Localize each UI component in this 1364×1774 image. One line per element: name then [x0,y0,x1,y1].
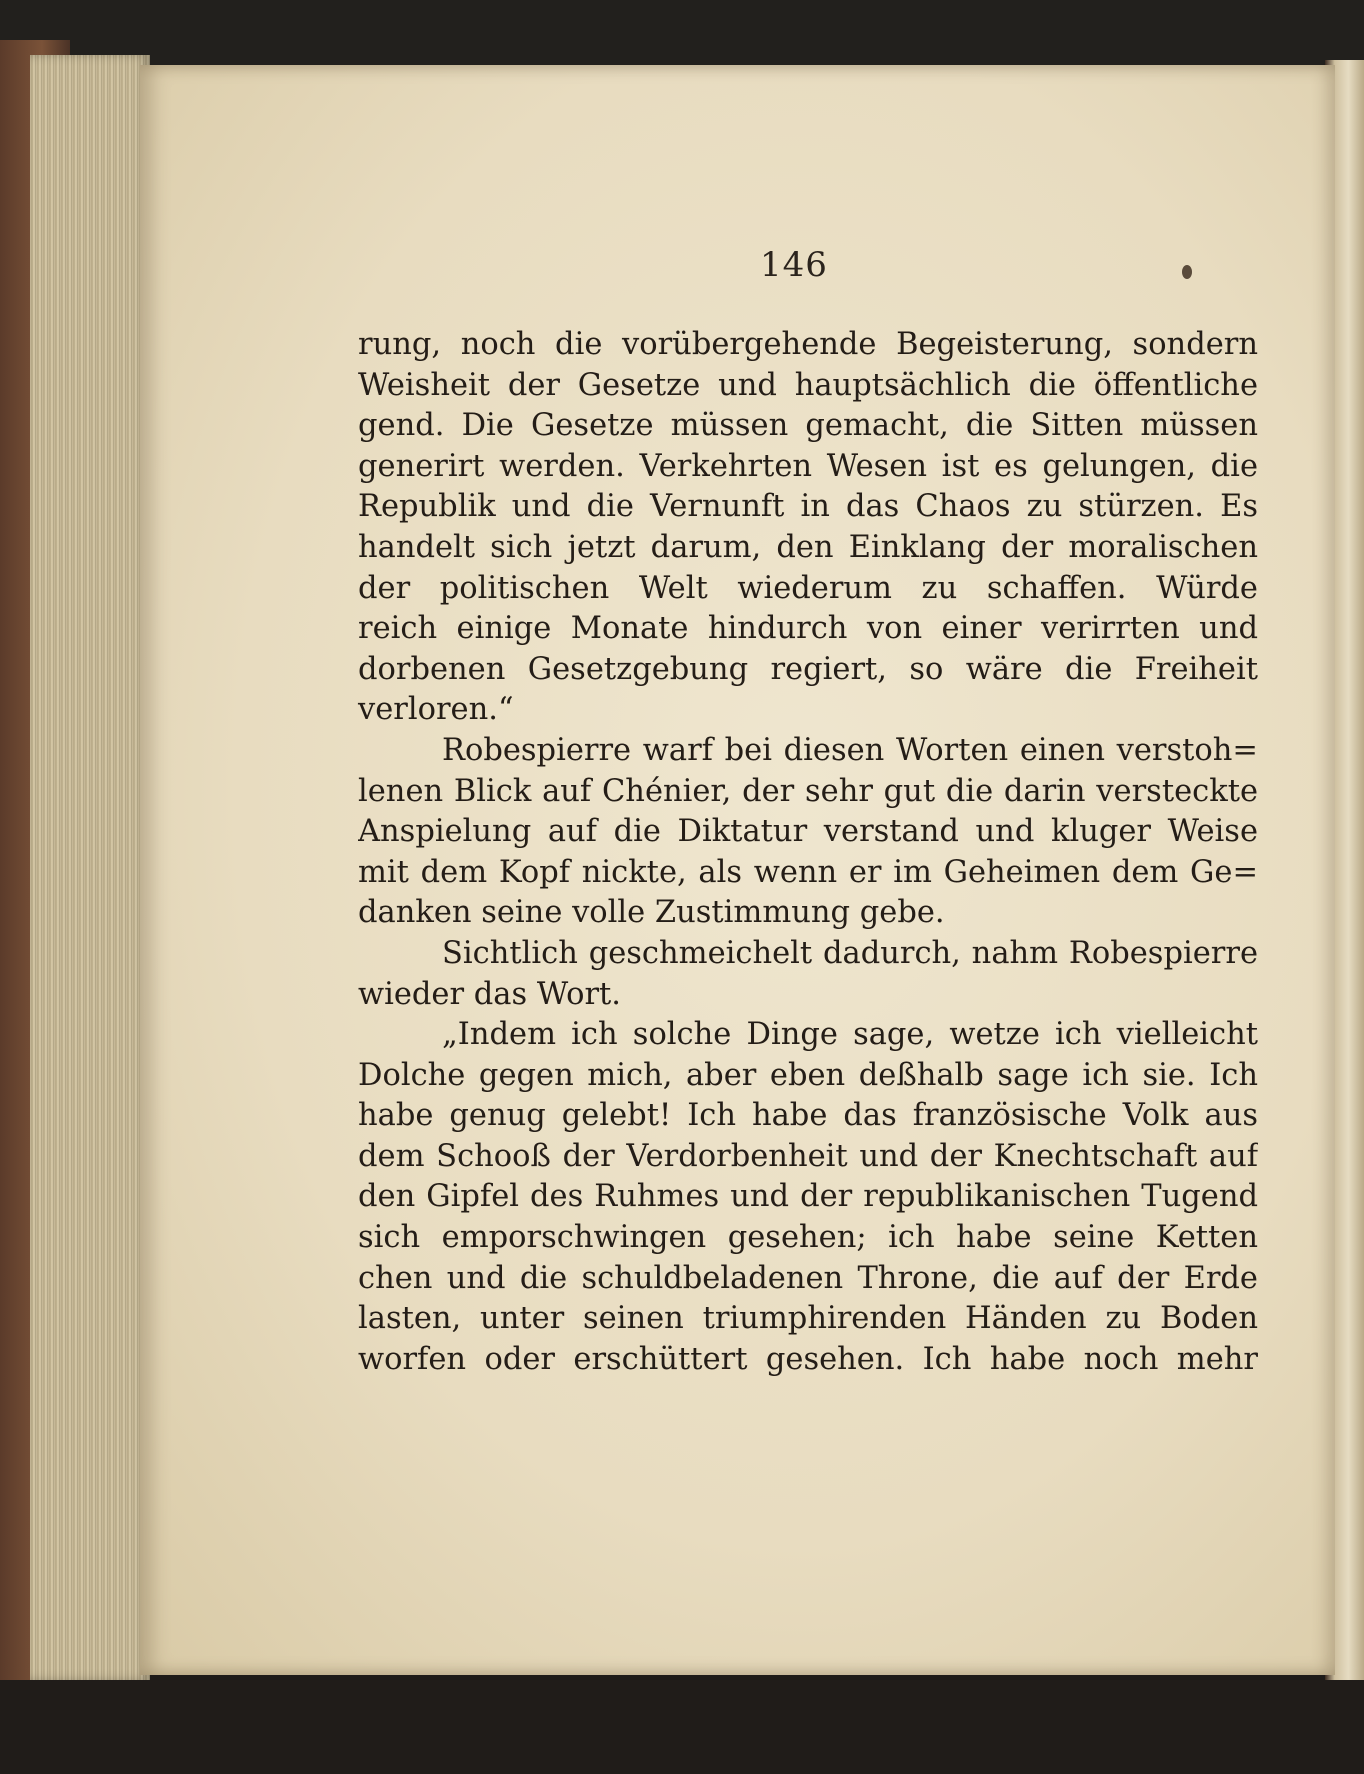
text-line: lenen Blick auf Chénier, der sehr gut die darin versteckte [358,773,1258,809]
text-line: lasten, unter seinen triumphirenden Händen zu Boden [358,1301,1258,1337]
text-line: reich einige Monate hindurch von einer verirrten und [358,611,1258,647]
text-line: Republik und die Vernunft in das Chaos zu stürzen. Es [358,489,1258,525]
text-line: handelt sich jetzt darum, den Einklang der moralischen [358,529,1258,565]
text-line: chen und die schuldbeladenen Throne, die auf der Erde [358,1260,1258,1296]
text-line: sich emporschwingen gesehen; ich habe seine Ketten [358,1220,1258,1256]
text-line: den Gipfel des Ruhmes und der republikanischen Tugend [358,1179,1258,1215]
page-stack-edge [30,55,150,1680]
ink-spot [1182,265,1192,279]
text-line: habe genug gelebt! Ich habe das französische Volk aus [358,1098,1258,1134]
text-line: generirt werden. Verkehrten Wesen ist es gelungen, die [358,448,1258,484]
text-line: mit dem Kopf nickte, als wenn er im Geheimen dem Ge= [358,854,1258,890]
text-line: dorbenen Gesetzgebung regiert, so wäre die Freiheit [358,651,1258,687]
text-line: Weisheit der Gesetze und hauptsächlich die öffentliche [358,367,1258,403]
text-line: gend. Die Gesetze müssen gemacht, die Sitten müssen [358,408,1258,444]
text-line: „Indem ich solche Dinge sage, wetze ich vielleicht [442,1017,1258,1053]
text-line: der politischen Welt wiederum zu schaffen. Würde [358,570,1258,606]
text-line: dem Schooß der Verdorbenheit und der Knechtschaft auf [358,1138,1258,1174]
text-line: Dolche gegen mich, aber eben deßhalb sage ich sie. Ich [358,1057,1258,1093]
text-line: verloren.“ [358,692,514,728]
text-line: rung, noch die vorübergehende Begeisterung, sondern [358,327,1258,362]
text-line: Sichtlich geschmeichelt dadurch, nahm Robespierre [442,935,1258,971]
text-line: danken seine volle Zustimmung gebe. [358,895,945,931]
page-number: 146 [760,245,828,285]
text-line: worfen oder erschüttert gesehen. Ich habe noch mehr [358,1341,1258,1377]
text-line: Robespierre warf bei diesen Worten einen verstoh= [442,732,1258,768]
background-bottom [0,1680,1364,1774]
text-line: Anspielung auf die Diktatur verstand und kluger Weise [358,814,1258,850]
text-line: wieder das Wort. [358,976,621,1012]
background-top [0,0,1364,70]
body-text [358,325,1258,1380]
